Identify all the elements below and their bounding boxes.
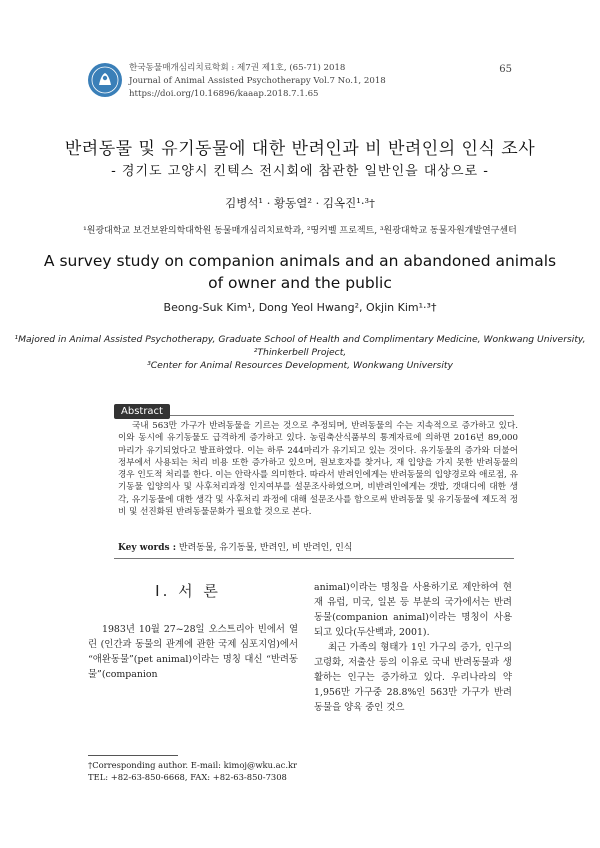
abstract-label: Abstract — [114, 404, 170, 419]
footnote-email: †Corresponding author. E-mail: kimoj@wku.ac.kr — [88, 760, 298, 770]
intro-right-column — [314, 580, 512, 715]
affiliations-ko: ¹원광대학교 보건보완의학대학원 동물매개심리치료학과, ²띵커벨 프로젝트, ³원광대학교 동물자원개발연구센터 — [83, 226, 517, 236]
keywords-label: Key words : — [118, 543, 177, 553]
paper-title-ko: 반려동물 및 유기동물에 대한 반려인과 비 반려인의 인식 조사 — [64, 139, 536, 159]
right-paragraph-2: 최근 가족의 형태가 1인 가구의 증가, 인구의 고령화, 저출산 등의 이유로 국내 반려동물과 생활하는 인구는 증가하고 있다. 우리나라의 약 1,956만 가구중 28.8%인 563만 가구가 반려동물을 양육 중인 것으 — [314, 642, 512, 713]
doi-link[interactable]: https://doi.org/10.16896/kaaap.2018.7.1.65 — [129, 89, 319, 99]
title-en-line1: A survey study on companion animals and an abandoned animals — [43, 252, 557, 270]
journal-logo — [88, 63, 122, 97]
title-en-line2: of owner and the public — [208, 274, 392, 292]
affiliations-en — [0, 333, 600, 372]
authors-en: Beong-Suk Kim¹, Dong Yeol Hwang², Okjin Kim¹·³† — [163, 301, 437, 314]
footnote — [88, 759, 297, 783]
intro-left-column: 1983년 10월 27~28일 오스트리아 빈에서 열린 (인간과 동물의 관계에 관한 국제 심포지엄)에서 “애완동물”(pet animal)이라는 명칭 대신 “반려동물”(companion — [88, 624, 298, 680]
authors-ko: 김병석¹ · 황동열² · 김옥진¹·³† — [225, 196, 375, 210]
journal-line-en: Journal of Animal Assisted Psychotherapy Vol.7 No.1, 2018 — [129, 76, 386, 86]
affiliation-en-1: ¹Majored in Animal Assisted Psychotherapy, Graduate School of Health and Complimentary Medicine, Wonkwang University, — [14, 334, 586, 345]
abstract-top-rule — [114, 415, 514, 416]
affiliation-en-3: ³Center for Animal Resources Development, Wonkwang University — [147, 360, 453, 371]
abstract-text: 국내 563만 가구가 반려동물을 기르는 것으로 추정되며, 반려동물의 수는 지속적으로 증가하고 있다. 이와 동시에 유기동물도 급격하게 증가하고 있다. 농림축산식품부의 통계자료에 의하면 2016년 89,000 마리가 유기되었다고 발표하였다. 이는 하루 244마리가 유기되고 있는 것이다. 유기동물의 증가와 더불어 정부에서 사용되는 처리 비용 또한 증가하고 있으며, 원보호자를 찾거나, 재 입양을 가지 못한 반려동물의 경우 인도적 처리를 한다. 이는 안락사를 의미한다. 따라서 반려인에게는 반려동물의 입양경로와 애로점, 유기동물 입양의사 및 사후처리과정 인지여부를 설문조사하였으며, 비반려인에게는 갯밥, 갯대디에 대한 생각, 유기동물에 대한 생각 및 사후처리 과정에 대해 설문조사를 함으로써 반려동물 및 유기동물에 제도적 정비 및 선진화된 반려동물문화가 필요할 것으로 본다. — [118, 421, 518, 518]
paper-subtitle-ko: - 경기도 고양시 킨텍스 전시회에 참관한 일반인을 대상으로 - — [111, 164, 489, 179]
journal-info — [129, 62, 386, 101]
affiliation-en-2: ²Thinkerbell Project, — [253, 347, 347, 358]
journal-line-ko: 한국동물매개심리치료학회 : 제7권 제1호, (65-71) 2018 — [129, 63, 346, 73]
keywords — [118, 540, 352, 553]
paper-title-en — [0, 250, 600, 294]
section-title-intro: Ⅰ. 서 론 — [155, 582, 221, 600]
footnote-rule — [88, 755, 178, 756]
keywords-list: 반려동물, 유기동물, 반려인, 비 반려인, 인식 — [178, 543, 353, 553]
footnote-phone: TEL: +82-63-850-6668, FAX: +82-63-850-7308 — [88, 772, 287, 782]
right-paragraph-1: animal)이라는 명칭을 사용하기로 제안하여 현재 유럽, 미국, 일본 등 부분의 국가에서는 반려동물(companion animal)이라는 명칭이 사용되고 있다(두산백과, 2001). — [314, 582, 512, 638]
page-number: 65 — [499, 64, 512, 75]
abstract-bottom-rule — [114, 558, 514, 559]
